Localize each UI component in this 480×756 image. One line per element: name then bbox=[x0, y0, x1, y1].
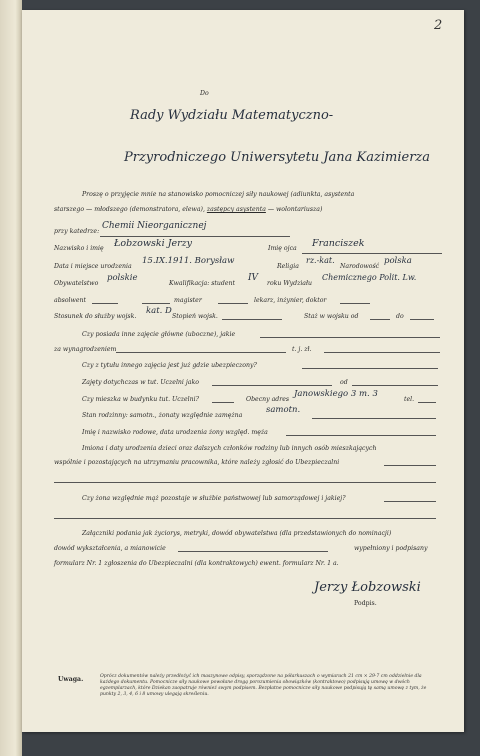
magister-pre-line bbox=[142, 303, 170, 304]
address-label: Obecny adres bbox=[246, 396, 290, 403]
housing-line bbox=[212, 402, 234, 403]
magister-label: magister bbox=[174, 297, 202, 304]
citizenship-label: Obywatelstwo bbox=[54, 280, 99, 287]
faculty-value: Chemicznego Polit. Lw. bbox=[322, 273, 417, 282]
form-sheet bbox=[22, 10, 464, 732]
signature: Jerzy Łobzowski bbox=[314, 580, 421, 595]
study-year-label: roku Wydziału bbox=[267, 280, 312, 287]
tel-line bbox=[418, 402, 436, 403]
birth-label: Data i miejsce urodzenia bbox=[54, 263, 132, 270]
prev-jobs-from-line bbox=[352, 385, 438, 386]
religion-label: Religia bbox=[277, 263, 299, 270]
degrees-label: lekarz, inżynier, doktor bbox=[254, 297, 327, 304]
degrees-line bbox=[340, 303, 370, 304]
spouse-service-extra-line bbox=[54, 518, 436, 519]
military-value: kat. D bbox=[146, 306, 172, 316]
main-job-line-1: Czy posiada inne zajęcie główne (uboczne), jakie bbox=[82, 331, 236, 338]
underlined-choice: zastępcy asystenta bbox=[206, 206, 266, 213]
attachments-line-3: formularz Nr. 1 zgłoszenia do Ubezpieczalni (dla kontraktowych) ewent. formularz Nr. 1 a. bbox=[54, 560, 339, 567]
military-label: Stosunek do służby wojsk. bbox=[54, 313, 137, 320]
prev-jobs-line bbox=[212, 385, 332, 386]
nationality-label: Narodowość bbox=[340, 263, 380, 270]
service-label: Staż w wojsku od bbox=[304, 313, 359, 320]
salary-amount-line bbox=[324, 352, 440, 353]
faculty-line-2: Przyrodniczego Uniwersytetu Jana Kazimierza bbox=[124, 150, 431, 165]
father-label: Imię ojca bbox=[268, 245, 297, 252]
father-value: Franciszek bbox=[312, 238, 365, 249]
main-job-unit: t. j. zł. bbox=[292, 346, 312, 353]
absolwent-line bbox=[92, 303, 118, 304]
attachments-line-2a: dowód wykształcenia, a mianowicie bbox=[54, 545, 166, 552]
footnote-label: Uwaga. bbox=[58, 676, 84, 683]
children-line bbox=[384, 465, 436, 466]
prev-jobs-label: Zajęty dotychczas w tut. Uczelni jako bbox=[82, 379, 199, 386]
insured-line bbox=[302, 368, 438, 369]
family-label: Stan rodzinny: samotn., żonaty względnie zamężna bbox=[82, 412, 243, 419]
header-to: Do bbox=[200, 90, 209, 97]
spouse-service-line bbox=[384, 501, 436, 502]
service-to-label: do bbox=[396, 313, 404, 320]
address-value: Janowskiego 3 m. 3 bbox=[294, 389, 378, 399]
service-to-line bbox=[410, 319, 434, 320]
prev-jobs-from: od bbox=[340, 379, 348, 386]
insured-label: Czy z tytułu innego zajęcia jest już gdzie ubezpieczony? bbox=[82, 362, 257, 369]
main-job-line-2: za wynagrodzeniem bbox=[54, 346, 117, 353]
faculty-line-1: Rady Wydziału Matematyczno- bbox=[130, 108, 334, 123]
children-extra-line bbox=[54, 482, 436, 483]
footnote-text: Oprócz dokumentów należy przedłożyć ich maszynowe odpisy, sporządzone na półarkuszach o wymiarach 21 cm × 29·7 cm oddzielnie dla każdego dokumentu. Pomocnicze siły naukowe powołane drogą porozumienia obowiązków (kontraktowo) podpisują umowę w dwóch egzemplarzach, które Dziekan zaopatruje również swym podpisem. Bezpłatne pomocnicze siły naukowe podpisują tę samą umowę z tym, że punkty 2, 3, 4, 6 i 8 umowy ulegają skreśleniu. bbox=[100, 674, 427, 697]
attachments-line bbox=[178, 551, 328, 552]
chair-line bbox=[100, 236, 290, 237]
request-line-1: Proszę o przyjęcie mnie na stanowisko pomocniczej siły naukowej (adiunkta, asystenta bbox=[82, 191, 355, 198]
spouse-label: Imię i nazwisko rodowe, data urodzenia żony względ. męża bbox=[82, 429, 268, 436]
request-line-2: starszego — młodszego (demonstratora, elewa), zastępcy asystenta — wolontariusza) bbox=[54, 206, 323, 213]
magister-line bbox=[218, 303, 248, 304]
rank-label: Stopień wojsk. bbox=[172, 313, 218, 320]
family-line bbox=[312, 418, 436, 419]
study-year-value: IV bbox=[248, 273, 259, 283]
attachments-line-2b: wypełniony i podpisany bbox=[354, 545, 428, 552]
spouse-line bbox=[286, 435, 436, 436]
service-from-line bbox=[370, 319, 390, 320]
rank-line bbox=[222, 319, 282, 320]
children-line-1: Imiona i daty urodzenia dzieci oraz dalszych członków rodziny lub innych osób mieszkających bbox=[82, 445, 377, 452]
nationality-value: polska bbox=[384, 256, 412, 266]
chair-label: przy katedrze: bbox=[54, 228, 100, 235]
binding-edge bbox=[0, 0, 22, 756]
name-value: Łobzowski Jerzy bbox=[114, 238, 193, 249]
family-value: samotn. bbox=[266, 405, 301, 415]
chair-value: Chemii Nieorganicznej bbox=[102, 221, 207, 231]
religion-value: rz.-kat. bbox=[306, 256, 335, 265]
main-job-line bbox=[260, 337, 440, 338]
salary-line bbox=[116, 352, 286, 353]
signature-label: Podpis. bbox=[354, 600, 377, 607]
children-line-2: wspólnie i pozostających na utrzymaniu pracownika, które należy zgłosić do Ubezpieczalni bbox=[54, 459, 340, 466]
birth-value: 15.IX.1911. Borysław bbox=[142, 256, 235, 266]
spouse-service-label: Czy żona względnie mąż pozostaje w służbie państwowej lub samorządowej i jakiej? bbox=[82, 495, 346, 502]
qualification-label: Kwalifikacja: student bbox=[169, 280, 235, 287]
page-number: 2 bbox=[434, 18, 443, 33]
attachments-line-1: Załączniki podania jak życiorys, metryki, dowód obywatelstwa (dla przedstawionych do nominacji) bbox=[82, 530, 392, 537]
absolwent-label: absolwent bbox=[54, 297, 86, 304]
citizenship-value: polskie bbox=[107, 273, 138, 283]
housing-label: Czy mieszka w budynku tut. Uczelni? bbox=[82, 396, 199, 403]
tel-label: tel. bbox=[404, 396, 415, 403]
name-label: Nazwisko i imię bbox=[54, 245, 104, 252]
father-line bbox=[302, 253, 442, 254]
